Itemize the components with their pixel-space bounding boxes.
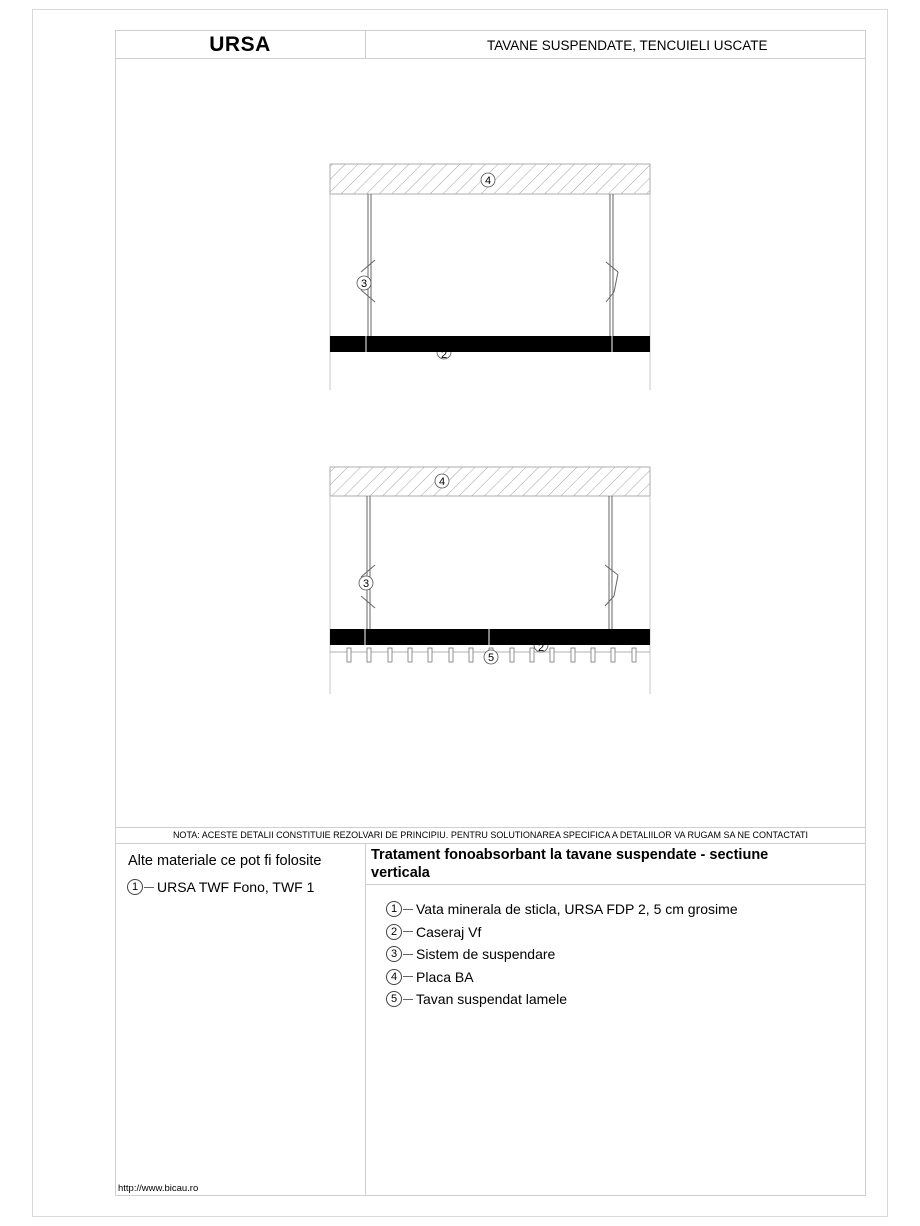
alternatives-title: Alte materiale ce pot fi folosite [128,853,322,869]
item-number: 2 [386,924,402,940]
svg-text:5: 5 [487,652,495,664]
leader-line [403,976,413,977]
svg-text:3: 3 [360,278,368,290]
title-divider [366,884,866,885]
top-label-3 [357,276,371,290]
hanger-right-bottom [605,496,618,630]
item-label: Sistem de suspendare [416,946,556,963]
footer-url[interactable]: http://www.bicau.ro [118,1183,199,1194]
svg-text:4: 4 [484,175,492,187]
hanger-right-top [606,194,618,340]
item-label: Placa BA [416,968,474,985]
leader-line [403,954,413,955]
top-label-2 [434,336,456,361]
legend-item [386,921,738,944]
svg-text:4: 4 [438,476,446,488]
alternative-item [127,876,314,899]
legend-item [386,988,738,1011]
item-number: 3 [386,946,402,962]
alternatives-list [127,876,314,899]
item-number: 4 [386,969,402,985]
hanger-left-bottom [361,496,375,630]
legend-item [386,966,738,989]
item-number: 5 [386,991,402,1007]
svg-text:2: 2 [440,349,448,361]
mineral-wool-layer-bottom [330,629,650,645]
svg-text:2: 2 [537,642,545,654]
item-label: URSA TWF Fono, TWF 1 [157,879,315,896]
leader-line [403,999,413,1000]
item-label: Tavan suspendat lamele [416,991,567,1008]
disclaimer-note: NOTA: ACESTE DETALII CONSTITUIE REZOLVARI DE PRINCIPIU. PENTRU SOLUTIONAREA SPECIFICA A DETALIILOR VA RUGAM SA NE CONTACTATI [115,827,866,844]
bottom-section [330,467,650,694]
hanger-left-top [361,194,375,346]
top-section [330,164,650,390]
bottom-label-3 [359,576,373,590]
sheet-title: TAVANE SUSPENDATE, TENCUIELI USCATE [366,30,866,59]
leader-line [144,887,154,888]
mineral-wool-layer-top [330,336,650,352]
item-label: Caseraj Vf [416,923,482,940]
legend-item [386,898,738,921]
detail-title: Tratament fonoabsorbant la tavane suspendate - sectiune verticala [371,847,769,881]
top-label-4 [481,173,495,187]
column-divider [365,844,366,1196]
legend-list [386,898,738,1011]
item-number: 1 [127,879,143,895]
brand-title: URSA [115,30,366,59]
bottom-label-5 [484,650,498,664]
item-number: 1 [386,901,402,917]
leader-line [403,931,413,932]
svg-text:3: 3 [362,578,370,590]
leader-line [403,909,413,910]
concrete-slab-bottom [330,467,650,496]
legend-item [386,943,738,966]
item-label: Vata minerala de sticla, URSA FDP 2, 5 cm grosime [416,901,738,918]
bottom-label-4 [435,474,449,488]
